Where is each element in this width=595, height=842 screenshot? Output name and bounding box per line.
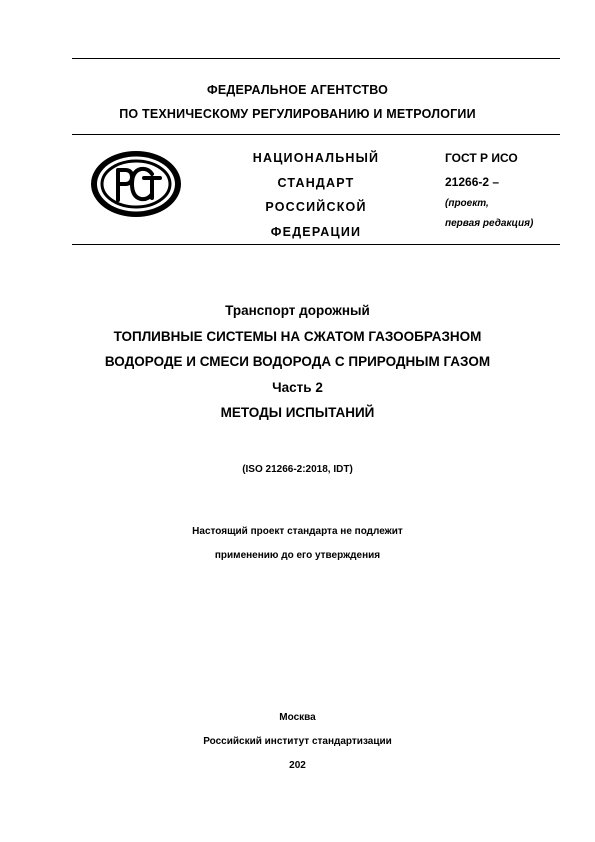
title-line-1: Транспорт дорожный — [225, 303, 370, 318]
designation-line-2: 21266-2 – — [445, 175, 500, 189]
designation-line-1: ГОСТ Р ИСО — [445, 151, 518, 165]
top-rule — [72, 58, 560, 59]
note-line-1: Настоящий проект стандарта не подлежит — [192, 526, 403, 537]
national-standard-label — [236, 146, 396, 244]
document-title — [0, 298, 595, 426]
title-line-5: МЕТОДЫ ИСПЫТАНИЙ — [220, 405, 375, 420]
header-bottom-rule — [72, 244, 560, 245]
standard-designation — [445, 146, 565, 234]
agency-rule — [72, 134, 560, 135]
natstd-line-4: ФЕДЕРАЦИИ — [270, 224, 362, 239]
agency-header — [0, 78, 595, 126]
title-line-2: ТОПЛИВНЫЕ СИСТЕМЫ НА СЖАТОМ ГАЗООБРАЗНОМ — [113, 328, 482, 344]
footer-city: Москва — [279, 712, 316, 723]
agency-line-1: ФЕДЕРАЛЬНОЕ АГЕНТСТВО — [206, 83, 389, 97]
note-line-2: применению до его утверждения — [214, 550, 381, 561]
title-line-4: Часть 2 — [272, 379, 323, 395]
designation-status-1: (проект, — [445, 198, 489, 209]
title-line-3: ВОДОРОДЕ И СМЕСИ ВОДОРОДА С ПРИРОДНЫМ ГАЗОМ — [104, 354, 491, 369]
natstd-line-3: РОССИЙСКОЙ — [265, 200, 367, 214]
designation-status-2: первая редакция) — [445, 218, 534, 229]
footer-year: 202 — [289, 760, 306, 771]
footer-publisher: Российский институт стандартизации — [203, 736, 392, 747]
publication-footer — [0, 706, 595, 778]
natstd-line-1: НАЦИОНАЛЬНЫЙ — [252, 151, 380, 165]
natstd-line-2: СТАНДАРТ — [277, 175, 355, 190]
agency-line-2: ПО ТЕХНИЧЕСКОМУ РЕГУЛИРОВАНИЮ И МЕТРОЛОГИИ — [119, 107, 476, 121]
iso-reference: (ISO 21266-2:2018, IDT) — [242, 464, 353, 475]
draft-note — [0, 520, 595, 568]
rst-logo-icon — [88, 148, 184, 220]
